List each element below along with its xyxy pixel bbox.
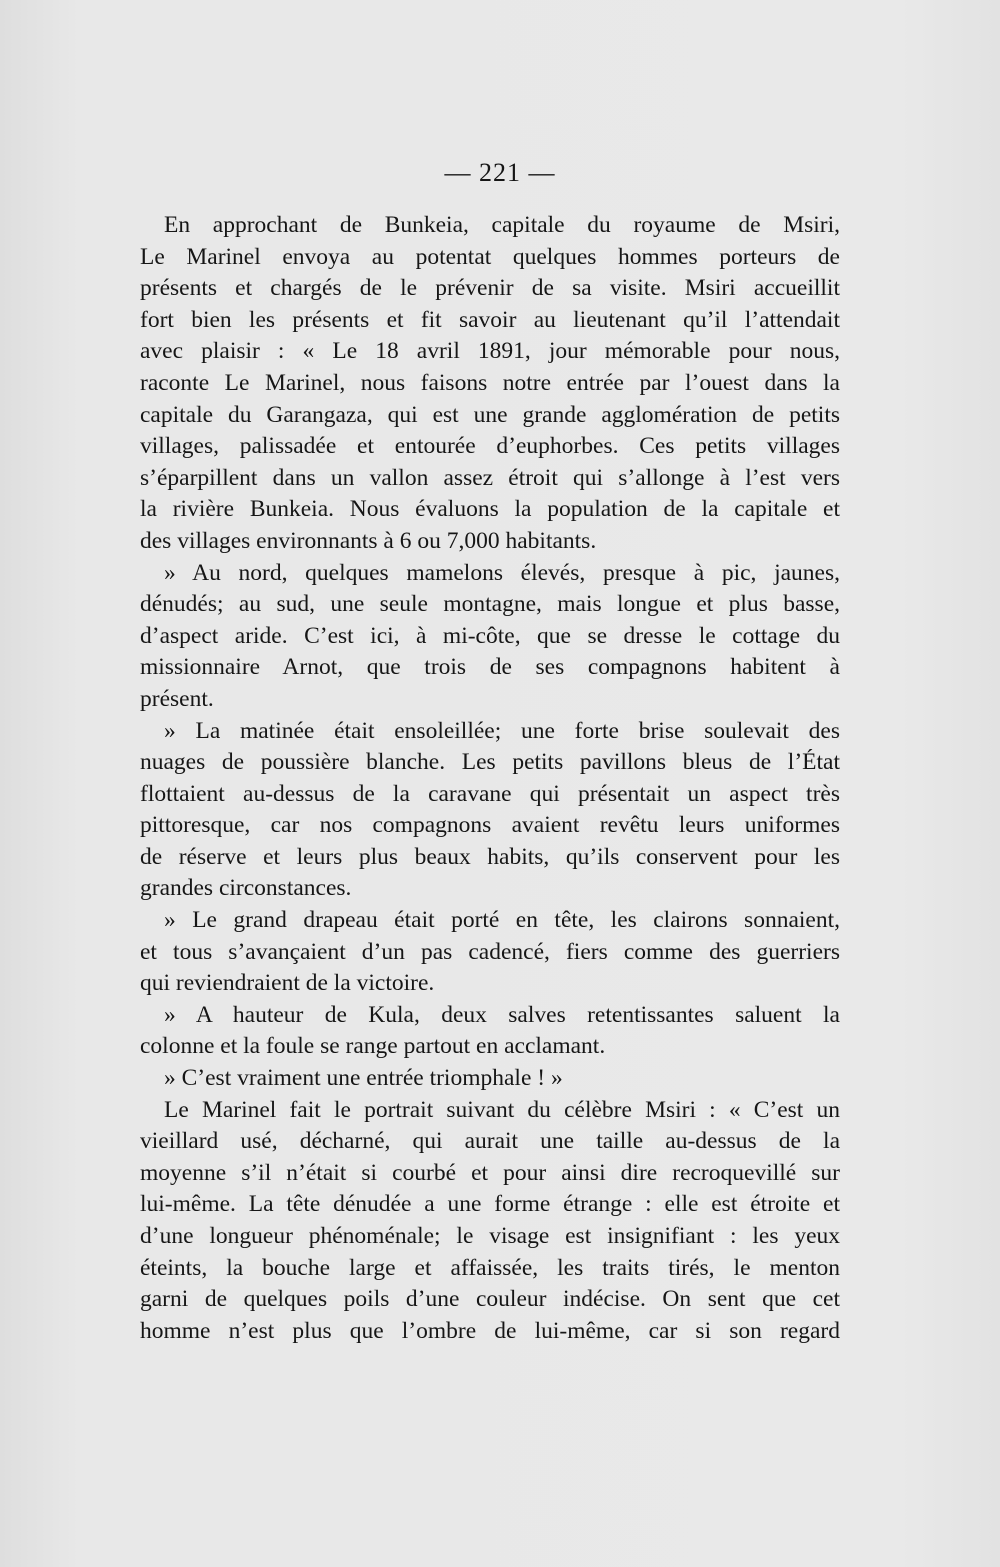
text-line: capitale du Garangaza, qui est une grande agglomération de petits [140,401,840,428]
text-line: pittoresque, car nos compagnons avaient revêtu leurs uniformes [140,812,840,839]
text-line: qui reviendraient de la victoire. [140,970,435,997]
text-line: raconte Le Marinel, nous faisons notre entrée par l’ouest dans la [140,369,840,396]
text-line: missionnaire Arnot, que trois de ses compagnons habitent à [140,654,840,681]
text-line: présent. [140,685,214,712]
text-line: s’éparpillent dans un vallon assez étroit qui s’allonge à l’est vers [140,464,840,491]
text-line: avec plaisir : « Le 18 avril 1891, jour mémorable pour nous, [140,338,840,365]
text-line: » C’est vraiment une entrée triomphale ! » [164,1065,563,1092]
text-line: lui-même. La tête dénudée a une forme étrange : elle est étroite et [140,1191,840,1218]
page-number: — 221 — [444,158,556,187]
text-line: » Le grand drapeau était porté en tête, les clairons sonnaient, [164,907,840,934]
text-line: » A hauteur de Kula, deux salves retentissantes saluent la [164,1001,840,1028]
text-line: En approchant de Bunkeia, capitale du royaume de Msiri, [164,212,840,238]
text-line: présents et chargés de le prévenir de sa visite. Msiri accueillit [140,275,840,302]
text-line: des villages environnants à 6 ou 7,000 habitants. [140,527,597,554]
text-line: garni de quelques poils d’une couleur indécise. On sent que cet [140,1286,840,1313]
text-line: la rivière Bunkeia. Nous évaluons la population de la capitale et [140,496,840,523]
text-line: flottaient au-dessus de la caravane qui présentait un aspect très [140,780,840,807]
text-line: villages, palissadée et entourée d’euphorbes. Ces petits villages [140,433,840,460]
text-line: dénudés; au sud, une seule montagne, mais longue et plus basse, [140,591,840,618]
text-line: moyenne s’il n’était si courbé et pour ainsi dire recroquevillé sur [140,1159,840,1186]
text-line: » La matinée était ensoleillée; une forte brise soulevait des [164,717,840,744]
text-line: d’une longueur phénoménale; le visage est insignifiant : les yeux [140,1223,840,1249]
text-line: grandes circonstances. [140,875,352,902]
text-line: colonne et la foule se range partout en acclamant. [140,1033,606,1060]
text-line: et tous s’avançaient d’un pas cadencé, fiers comme des guerriers [140,938,840,965]
text-line: éteints, la bouche large et affaissée, les traits tirés, le menton [140,1254,840,1281]
text-line: fort bien les présents et fit savoir au lieutenant qu’il l’attendait [140,306,840,333]
text-line: » Au nord, quelques mamelons élevés, presque à pic, jaunes, [164,559,840,586]
text-line: d’aspect aride. C’est ici, à mi-côte, que se dresse le cottage du [140,622,840,649]
body-text [140,210,840,1347]
text-line: Le Marinel fait le portrait suivant du célèbre Msiri : « C’est un [164,1096,840,1123]
text-line: de réserve et leurs plus beaux habits, qu’ils conservent pour les [140,843,840,870]
text-line: Le Marinel envoya au potentat quelques hommes porteurs de [140,243,840,270]
text-line: nuages de poussière blanche. Les petits pavillons bleus de l’État [140,749,840,776]
text-line: vieillard usé, décharné, qui aurait une taille au-dessus de la [140,1128,840,1155]
text-line: homme n’est plus que l’ombre de lui-même, car si son regard [140,1317,840,1344]
